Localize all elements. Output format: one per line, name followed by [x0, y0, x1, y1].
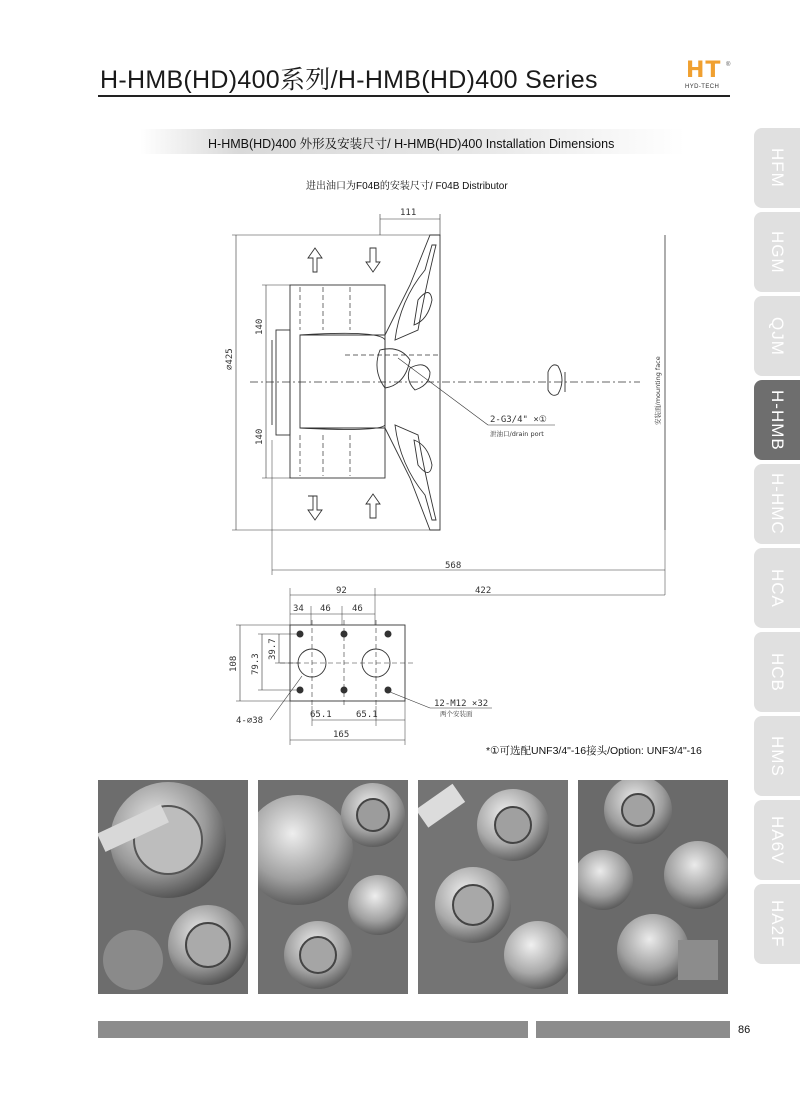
tab-hfm[interactable] [754, 128, 800, 208]
logo-mark: HT [686, 58, 722, 83]
option-note: *①可选配UNF3/4"-16接头/Option: UNF3/4"-16 [486, 745, 702, 757]
page-number: 86 [738, 1024, 751, 1036]
tab-label: HGM [768, 230, 787, 274]
footer-bar-right [536, 1021, 730, 1038]
tab-ha2f[interactable] [754, 884, 800, 964]
tab-label: HA6V [768, 815, 787, 865]
tab-qjm[interactable] [754, 296, 800, 376]
page-title: H-HMB(HD)400系列/H-HMB(HD)400 Series [100, 66, 598, 94]
tab-label: HCA [768, 568, 787, 608]
dim-108: 108 [229, 655, 239, 672]
product-photo-4 [578, 780, 728, 994]
dim-165: 165 [333, 730, 350, 740]
tab-label: H-HMB [768, 389, 787, 451]
dim-46-b: 46 [352, 604, 363, 614]
dim-65-1-b: 65.1 [356, 710, 378, 720]
tab-label: HA2F [768, 900, 787, 948]
drawing-caption: 进出油口为F04B的安装尺寸/ F04B Distributor [306, 181, 508, 192]
tab-label: HMS [768, 735, 787, 777]
dim-65-1-a: 65.1 [310, 710, 332, 720]
bolt-label: 12-M12 ×32 [434, 699, 489, 709]
dim-422: 422 [475, 586, 492, 596]
product-photo-1 [98, 780, 248, 994]
dim-46-a: 46 [320, 604, 331, 614]
dim-568: 568 [445, 561, 462, 571]
drain-port-label: 2-G3/4" ×① [490, 415, 547, 425]
dim-34: 34 [293, 604, 304, 614]
tab-label: H-HMC [768, 473, 787, 535]
dim-79-3: 79.3 [251, 653, 261, 675]
tab-label: QJM [768, 316, 787, 356]
footer-bar-left [98, 1021, 528, 1038]
dim-111: 111 [400, 208, 417, 218]
tab-hms[interactable] [754, 716, 800, 796]
tab-label: HFM [768, 148, 787, 188]
product-photo-3 [418, 780, 568, 994]
dim-140-top: 140 [255, 318, 265, 335]
hole-label: 4-⌀38 [236, 716, 264, 726]
tab-h-hmc[interactable] [754, 464, 800, 544]
dim-diameter-425: ⌀425 [225, 348, 235, 370]
section-title: H-HMB(HD)400 外形及安装尺寸/ H-HMB(HD)400 Installation Dimensions [208, 137, 615, 151]
tab-hca[interactable] [754, 548, 800, 628]
drain-port-sublabel: 泄油口/drain port [490, 430, 544, 438]
bolt-sublabel: 两个安装面 [440, 710, 473, 718]
tab-h-hmb[interactable] [754, 380, 800, 460]
tab-ha6v[interactable] [754, 800, 800, 880]
dim-39-7: 39.7 [268, 638, 278, 660]
tab-hgm[interactable] [754, 212, 800, 292]
logo-subtitle: HYD-TECH [685, 84, 720, 90]
product-photo-2 [258, 780, 408, 994]
mounting-face-label: 安装面/mounting face [654, 356, 662, 425]
tab-hcb[interactable] [754, 632, 800, 712]
registered-mark: ® [726, 62, 731, 68]
dim-140-bottom: 140 [255, 428, 265, 445]
dim-92: 92 [336, 586, 347, 596]
product-photos [98, 780, 730, 994]
tab-label: HCB [768, 652, 787, 692]
